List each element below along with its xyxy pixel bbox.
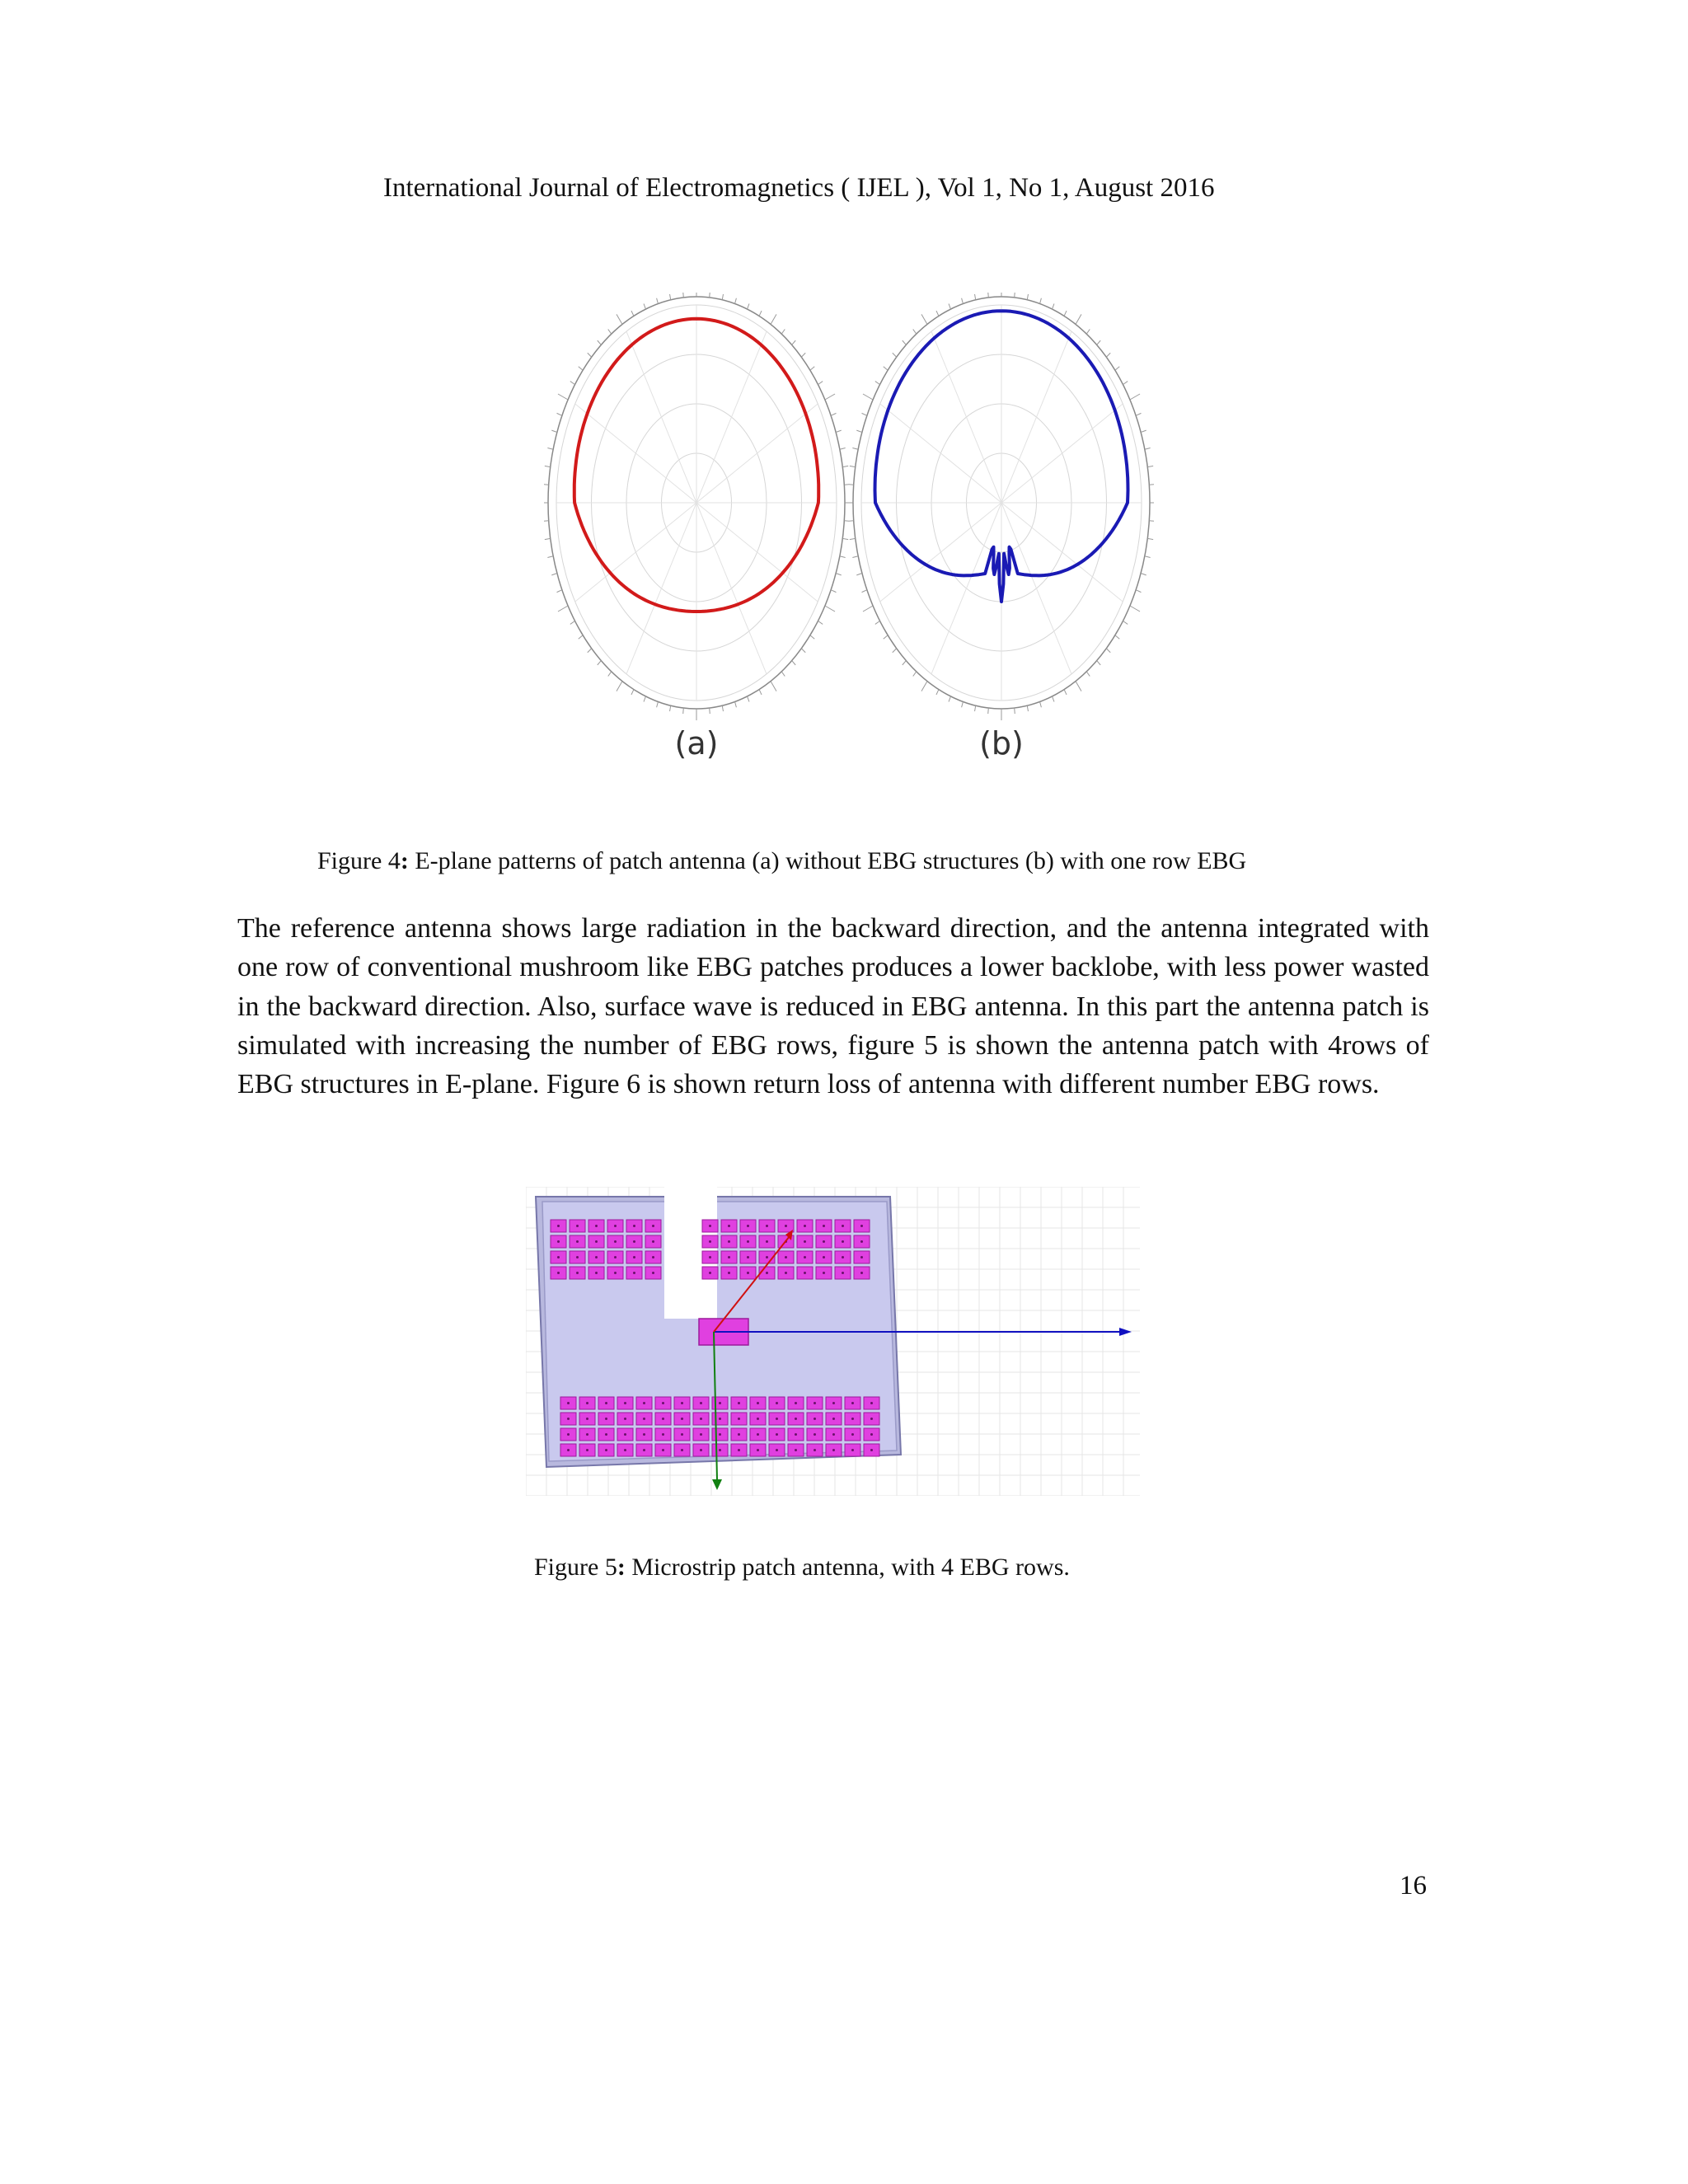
ebg-via (814, 1402, 816, 1404)
polar-tick (617, 314, 622, 324)
polar-tick (588, 649, 592, 653)
polar-tick (1097, 661, 1100, 665)
ebg-via (633, 1256, 635, 1258)
polar-tick (1097, 340, 1100, 344)
polar-tick (875, 382, 880, 385)
ebg-via (614, 1225, 617, 1227)
antenna-diagram (526, 1187, 1140, 1496)
polar-tick (1086, 672, 1090, 677)
polar-tick (722, 294, 723, 300)
ebg-via (624, 1418, 626, 1420)
ebg-via (595, 1240, 598, 1243)
polar-spoke (880, 503, 1001, 602)
ebg-via (643, 1449, 645, 1451)
ebg-via (842, 1272, 844, 1274)
ebg-via (624, 1402, 626, 1404)
polar-tick (570, 621, 575, 624)
polar-plot-a-svg (544, 293, 849, 721)
polar-tick (850, 538, 856, 539)
polar-spoke (1001, 331, 1071, 503)
ebg-via (719, 1402, 721, 1404)
ebg-via (757, 1433, 759, 1436)
polar-tick (863, 606, 873, 612)
polar-tick (949, 696, 950, 702)
polar-tick (1141, 574, 1146, 575)
polar-tick (683, 293, 684, 298)
ebg-via (700, 1433, 702, 1436)
polar-spoke (626, 331, 696, 503)
polar-plot-a (544, 293, 849, 787)
polar-tick (840, 556, 846, 558)
ebg-via (757, 1418, 759, 1420)
polar-tick (825, 606, 835, 612)
ebg-via (595, 1256, 598, 1258)
polar-tick (1149, 521, 1154, 522)
ebg-via (795, 1402, 797, 1404)
polar-tick (657, 298, 659, 304)
polar-tick (1076, 682, 1081, 691)
ebg-via (700, 1418, 702, 1420)
ebg-via (576, 1256, 579, 1258)
running-header: International Journal of Electromagnetics ( IJEL ), Vol 1, No 1, August 2016 (383, 173, 1215, 203)
polar-tick (810, 367, 814, 370)
polar-tick (544, 521, 549, 522)
polar-spoke (575, 404, 696, 503)
ebg-via (643, 1402, 645, 1404)
polar-tick (849, 521, 854, 522)
ebg-via (662, 1402, 664, 1404)
polar-tick (1040, 298, 1042, 304)
polar-tick (579, 635, 583, 639)
ebg-via (614, 1272, 617, 1274)
ebg-via (662, 1418, 664, 1420)
polar-spoke (626, 503, 696, 674)
ebg-via (785, 1225, 787, 1227)
polar-plot-b (849, 293, 1154, 787)
ebg-via (557, 1225, 560, 1227)
polar-tick (631, 311, 634, 316)
polar-tick (988, 708, 989, 714)
polar-tick (608, 329, 612, 334)
polar-tick (862, 590, 867, 593)
polar-tick (1145, 556, 1151, 558)
ebg-via (832, 1402, 835, 1404)
polar-tick (1040, 701, 1042, 707)
ebg-via (776, 1449, 778, 1451)
ebg-via (795, 1433, 797, 1436)
polar-tick (975, 294, 976, 300)
ebg-via (747, 1256, 749, 1258)
figure-5-caption-prefix: Figure 5 (534, 1554, 617, 1581)
ebg-via (709, 1225, 711, 1227)
polar-tick (545, 538, 551, 539)
ebg-via (823, 1272, 825, 1274)
figure-5-caption-text: Microstrip patch antenna, with 4 EBG rows. (625, 1554, 1070, 1581)
ebg-via (738, 1433, 740, 1436)
ebg-via (823, 1225, 825, 1227)
polar-tick (781, 672, 785, 677)
ebg-via (814, 1449, 816, 1451)
polar-tick (557, 590, 562, 593)
figure-5-caption (534, 1554, 1070, 1582)
polar-tick (1053, 303, 1054, 309)
ebg-via (860, 1240, 863, 1243)
ebg-via (586, 1418, 588, 1420)
polar-tick (852, 556, 858, 558)
ebg-via (832, 1449, 835, 1451)
polar-tick (856, 430, 862, 432)
polar-tick (558, 394, 568, 400)
ebg-via (709, 1240, 711, 1243)
ebg-via (766, 1256, 768, 1258)
ebg-via (633, 1272, 635, 1274)
polar-tick (683, 708, 684, 714)
ebg-via (605, 1402, 607, 1404)
polar-tick (913, 329, 917, 334)
figure-4-caption-colon: : (400, 847, 409, 874)
ebg-via (870, 1433, 873, 1436)
ebg-via (851, 1402, 854, 1404)
polar-tick (1106, 649, 1110, 653)
ebg-via (776, 1418, 778, 1420)
polar-spoke (1001, 404, 1123, 503)
ebg-via (766, 1240, 768, 1243)
ebg-via (586, 1402, 588, 1404)
ebg-via (870, 1418, 873, 1420)
polar-tick (1136, 590, 1141, 593)
polar-tick (792, 340, 795, 344)
ebg-via (624, 1433, 626, 1436)
polar-tick (1076, 314, 1081, 324)
ebg-via (719, 1449, 721, 1451)
y-axis-arrow (1119, 1328, 1132, 1336)
ebg-via (624, 1449, 626, 1451)
ebg-via (681, 1402, 683, 1404)
polar-tick (644, 303, 645, 309)
polar-tick (1086, 329, 1090, 334)
polar-tick (551, 430, 557, 432)
ebg-via (567, 1449, 570, 1451)
figure-4-caption-text: E-plane patterns of patch antenna (a) without EBG structures (b) with one row EBG (408, 847, 1247, 874)
polar-tick (921, 682, 927, 691)
ebg-via (747, 1225, 749, 1227)
polar-tick (801, 649, 805, 653)
polar-tick (781, 329, 785, 334)
polar-tick (810, 635, 814, 639)
panel-label-a: (a) (674, 725, 719, 762)
ebg-via (832, 1433, 835, 1436)
polar-tick (570, 382, 575, 385)
polar-tick (1123, 382, 1128, 385)
polar-spoke (696, 331, 767, 503)
ebg-via (814, 1418, 816, 1420)
polar-tick (818, 382, 823, 385)
polar-tick (1130, 394, 1140, 400)
polar-tick (1064, 311, 1067, 316)
polar-tick (975, 705, 976, 711)
ebg-via (738, 1402, 740, 1404)
ebg-via (652, 1240, 654, 1243)
polar-tick (1115, 367, 1119, 370)
polar-tick (884, 367, 888, 370)
ebg-via (728, 1272, 730, 1274)
ebg-via (776, 1433, 778, 1436)
polar-tick (759, 311, 762, 316)
polar-tick (1106, 353, 1110, 357)
polar-tick (1123, 621, 1128, 624)
ebg-via (557, 1256, 560, 1258)
ebg-via (700, 1449, 702, 1451)
polar-tick (862, 413, 867, 415)
ebg-via (804, 1240, 806, 1243)
ebg-via (804, 1256, 806, 1258)
polar-tick (617, 682, 622, 691)
polar-tick (1141, 430, 1146, 432)
polar-tick (836, 430, 842, 432)
ebg-via (586, 1449, 588, 1451)
ebg-via (785, 1272, 787, 1274)
polar-tick (1136, 413, 1141, 415)
polar-tick (748, 696, 749, 702)
polar-tick (631, 690, 634, 695)
polar-tick (1147, 538, 1153, 539)
figure-5-caption-colon: : (617, 1554, 626, 1581)
polar-tick (1027, 294, 1028, 300)
polar-spoke (1001, 503, 1123, 602)
ebg-via (851, 1433, 854, 1436)
polar-tick (792, 661, 795, 665)
polar-tick (759, 690, 762, 695)
ebg-via (567, 1402, 570, 1404)
polar-tick (644, 696, 645, 702)
polar-spoke (880, 404, 1001, 503)
figure-4 (544, 293, 1154, 787)
ebg-via (766, 1272, 768, 1274)
ebg-via (870, 1402, 873, 1404)
ebg-via (576, 1272, 579, 1274)
polar-tick (722, 705, 723, 711)
ebg-via (860, 1225, 863, 1227)
ebg-via (804, 1272, 806, 1274)
ebg-via (643, 1433, 645, 1436)
polar-tick (1053, 696, 1054, 702)
figure-5 (526, 1187, 1140, 1496)
ebg-via (557, 1240, 560, 1243)
polar-tick (1027, 705, 1028, 711)
ebg-via (747, 1272, 749, 1274)
ebg-via (605, 1449, 607, 1451)
polar-tick (608, 672, 612, 677)
ebg-via (652, 1272, 654, 1274)
ebg-via (595, 1225, 598, 1227)
ebg-via (860, 1256, 863, 1258)
ebg-via (738, 1449, 740, 1451)
ebg-via (776, 1402, 778, 1404)
ebg-via (681, 1433, 683, 1436)
polar-tick (825, 394, 835, 400)
ebg-via (795, 1418, 797, 1420)
polar-tick (913, 672, 917, 677)
polar-tick (1145, 448, 1151, 449)
polar-tick (1064, 690, 1067, 695)
ebg-via (823, 1256, 825, 1258)
polar-tick (771, 314, 776, 324)
polar-tick (1115, 635, 1119, 639)
ebg-via (681, 1449, 683, 1451)
polar-tick (962, 298, 964, 304)
body-paragraph: The reference antenna shows large radiation in the backward direction, and the antenna integrated with one row of conventional mushroom like EBG patches produces a lower backlobe, with less power wasted in the backward direction. Also, surface wave is reduced in EBG antenna. In this part the antenna patch is simulated with increasing the number of EBG rows, figure 5 is shown the antenna patch with 4rows of EBG structures in E-plane. Figure 6 is shown return loss of antenna with different number EBG rows. (237, 913, 1429, 1099)
polar-tick (988, 293, 989, 298)
ebg-via (567, 1433, 570, 1436)
z-axis-arrow (712, 1479, 722, 1490)
ebg-via (652, 1256, 654, 1258)
polar-tick (836, 574, 842, 575)
ebg-via (757, 1449, 759, 1451)
ebg-via (614, 1256, 617, 1258)
ebg-via (842, 1256, 844, 1258)
figure-4-caption (317, 847, 1246, 875)
ebg-via (576, 1240, 579, 1243)
ebg-via (757, 1402, 759, 1404)
ebg-via (605, 1433, 607, 1436)
polar-tick (936, 311, 939, 316)
polar-tick (598, 340, 601, 344)
ebg-via (795, 1449, 797, 1451)
polar-tick (840, 448, 846, 449)
ebg-via (766, 1225, 768, 1227)
ebg-via (700, 1402, 702, 1404)
polar-tick (831, 413, 836, 415)
polar-tick (856, 574, 862, 575)
polar-tick (936, 690, 939, 695)
polar-tick (893, 353, 897, 357)
polar-tick (557, 413, 562, 415)
ebg-via (567, 1418, 570, 1420)
ebg-via (709, 1256, 711, 1258)
ebg-via (728, 1225, 730, 1227)
ebg-via (709, 1272, 711, 1274)
ebg-via (595, 1272, 598, 1274)
polar-tick (735, 701, 737, 707)
ebg-via (662, 1449, 664, 1451)
polar-tick (801, 353, 805, 357)
polar-tick (558, 606, 568, 612)
ebg-via (747, 1240, 749, 1243)
polar-tick (547, 448, 553, 449)
ebg-via (832, 1418, 835, 1420)
ebg-via (738, 1418, 740, 1420)
polar-tick (949, 303, 950, 309)
polar-tick (579, 367, 583, 370)
polar-tick (748, 303, 749, 309)
ebg-via (557, 1272, 560, 1274)
polar-tick (875, 621, 880, 624)
polar-spoke (931, 331, 1001, 503)
polar-tick (771, 682, 776, 691)
polar-spoke (931, 503, 1001, 674)
ebg-via (633, 1240, 635, 1243)
polar-tick (735, 298, 737, 304)
polar-spoke (696, 503, 767, 674)
page-number: 16 (1400, 1871, 1427, 1900)
figure-4-caption-prefix: Figure 4 (317, 847, 401, 874)
polar-tick (893, 649, 897, 653)
polar-tick (884, 635, 888, 639)
ebg-via (870, 1449, 873, 1451)
ebg-via (842, 1225, 844, 1227)
ebg-via (614, 1240, 617, 1243)
polar-spoke (1001, 503, 1071, 674)
ebg-via (662, 1433, 664, 1436)
ebg-via (576, 1225, 579, 1227)
polar-tick (852, 448, 858, 449)
ebg-via (605, 1418, 607, 1420)
ebg-via (719, 1433, 721, 1436)
ebg-via (633, 1225, 635, 1227)
polar-tick (962, 701, 964, 707)
ebg-via (643, 1418, 645, 1420)
ebg-via (586, 1433, 588, 1436)
polar-tick (818, 621, 823, 624)
ebg-via (728, 1256, 730, 1258)
ebg-via (814, 1433, 816, 1436)
polar-tick (903, 661, 906, 665)
ebg-via (785, 1256, 787, 1258)
polar-tick (598, 661, 601, 665)
polar-tick (863, 394, 873, 400)
polar-tick (670, 294, 671, 300)
polar-tick (921, 314, 927, 324)
polar-tick (842, 538, 848, 539)
polar-tick (657, 701, 659, 707)
ebg-via (842, 1240, 844, 1243)
polar-tick (547, 556, 553, 558)
polar-tick (1130, 606, 1140, 612)
polar-tick (551, 574, 557, 575)
ebg-via (804, 1225, 806, 1227)
ebg-via (719, 1418, 721, 1420)
ebg-via (860, 1272, 863, 1274)
ebg-via (728, 1240, 730, 1243)
polar-tick (588, 353, 592, 357)
panel-label-b: (b) (979, 725, 1024, 762)
polar-tick (903, 340, 906, 344)
polar-tick (670, 705, 671, 711)
ebg-via (652, 1225, 654, 1227)
ebg-via (851, 1449, 854, 1451)
ebg-via (681, 1418, 683, 1420)
polar-plot-b-svg (849, 293, 1154, 721)
ebg-via (851, 1418, 854, 1420)
polar-spoke (696, 404, 818, 503)
ebg-via (823, 1240, 825, 1243)
polar-tick (831, 590, 836, 593)
